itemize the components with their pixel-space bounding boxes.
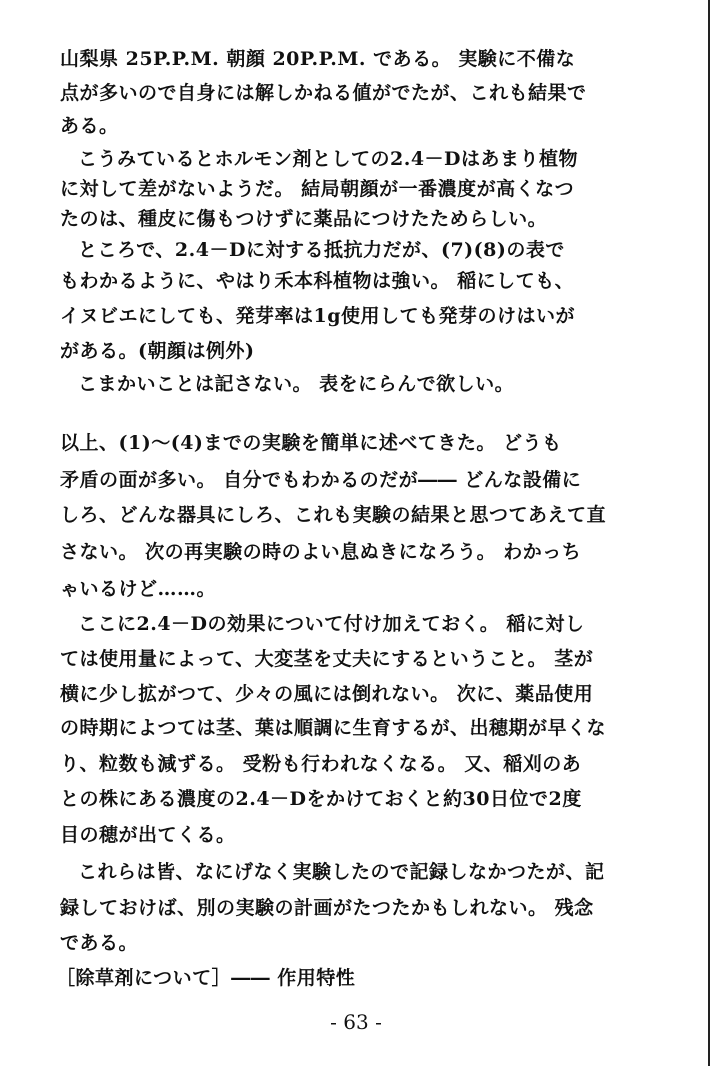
text-line: こうみているとホルモン剤としての2.4－Dはあまり植物 — [78, 148, 579, 170]
text-line: もわかるように、やはり禾本科植物は強い。 稲にしても、 — [60, 270, 575, 292]
text-line: 横に少し拡がつて、少々の風には倒れない。 次に、薬品使用 — [60, 683, 594, 705]
text-line: さない。 次の再実験の時のよい息ぬきになろう。 わかっち — [60, 541, 582, 563]
text-line: たのは、種皮に傷もつけずに薬品につけたためらしい。 — [60, 208, 548, 230]
text-line: との株にある濃度の2.4－Dをかけておくと約30日位で2度 — [60, 788, 582, 810]
page-edge-line — [708, 0, 710, 1066]
page-number: - 63 - — [330, 1010, 382, 1034]
text-line: ところで、2.4－Dに対する抵抗力だが、(7)(8)の表で — [78, 239, 565, 261]
text-line: こまかいことは記さない。 表をにらんで欲しい。 — [78, 373, 515, 395]
text-line: これらは皆、なにげなく実験したので記録しなかつたが、記 — [78, 861, 605, 883]
text-line: 点が多いので自身には解しかねる値がでたが、これも結果で — [60, 82, 587, 104]
text-line: ここに2.4－Dの効果について付け加えておく。 稲に対し — [78, 613, 585, 635]
section-heading: ［除草剤について］―― 作用特性 — [56, 967, 356, 989]
text-line: り、粒数も減ずる。 受粉も行われなくなる。 又、稲刈のあ — [60, 753, 582, 775]
text-line: イヌビエにしても、発芽率は1g使用しても発芽のけはいが — [60, 305, 576, 327]
text-line: 録しておけば、別の実験の計画がたつたかもしれない。 残念 — [60, 897, 594, 919]
text-line: 以上、(1)～(4)までの実験を簡単に述べてきた。 どうも — [60, 432, 562, 454]
text-line: に対して差がないようだ。 結局朝顔が一番濃度が高くなつ — [60, 178, 575, 200]
text-line: の時期によつては茎、葉は順調に生育するが、出穂期が早くな — [60, 717, 607, 739]
text-line: ては使用量によって、大変茎を丈夫にするということ。 茎が — [60, 648, 594, 670]
text-line: である。 — [60, 932, 139, 954]
text-line: 山梨県 25P.P.M. 朝顔 20P.P.M. である。 実験に不備な — [60, 48, 576, 70]
text-line: しろ、どんな器具にしろ、これも実験の結果と思つてあえて直 — [60, 504, 607, 526]
text-line: ある。 — [60, 115, 119, 137]
text-line: 矛盾の面が多い。 自分でもわかるのだが―― どんな設備に — [60, 469, 582, 491]
text-line: ゃいるけど……。 — [60, 578, 217, 600]
text-line: 目の穂が出てくる。 — [60, 824, 236, 846]
text-line: がある。(朝顔は例外) — [60, 340, 255, 362]
